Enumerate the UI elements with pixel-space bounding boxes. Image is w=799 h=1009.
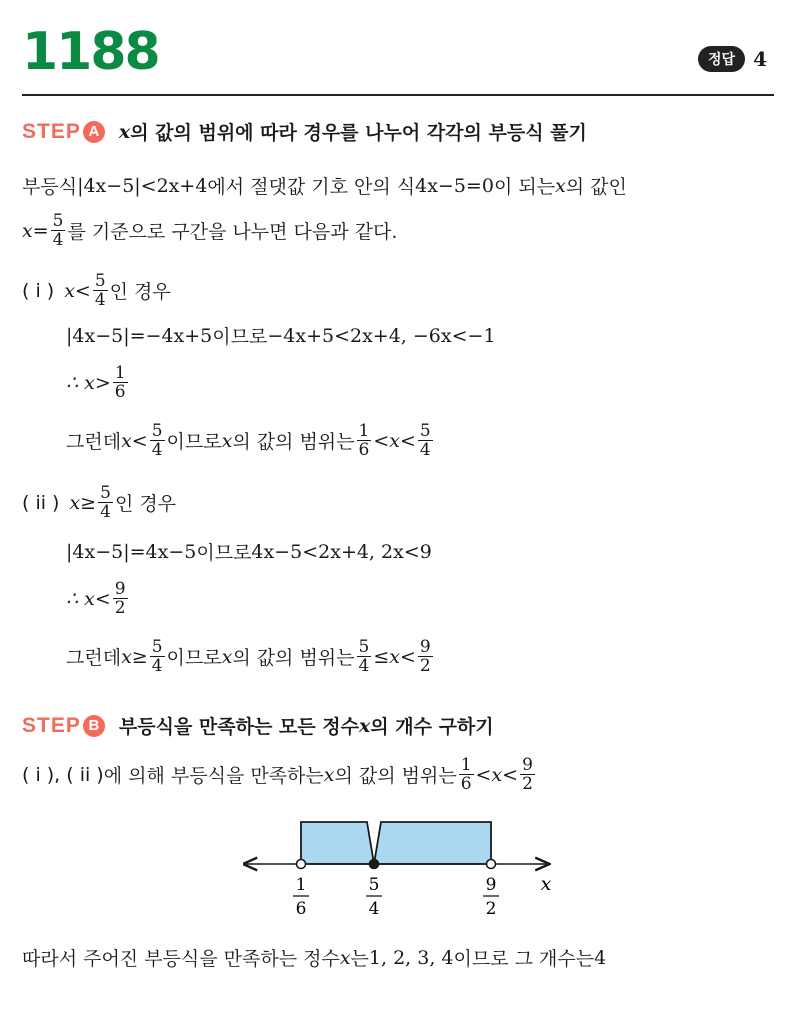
fraction-1-6 xyxy=(113,364,128,401)
numerator: 5 xyxy=(100,483,111,503)
case-2-heading xyxy=(22,484,176,521)
math: x≥ xyxy=(121,645,148,668)
text: 의 값의 범위는 xyxy=(334,765,457,787)
fraction-9-2 xyxy=(418,638,433,675)
numerator: 5 xyxy=(151,421,163,441)
case-1-line-2 xyxy=(66,364,130,401)
text: 의 값인 xyxy=(565,176,627,198)
var-x: x xyxy=(323,763,335,786)
intro-line-2 xyxy=(22,212,397,249)
denominator: 4 xyxy=(419,440,431,460)
step-a-title: 의 값의 범위에 따라 경우를 나누어 각각의 부등식 풀기 xyxy=(130,122,587,144)
fraction-1-6 xyxy=(357,422,372,459)
numerator: 5 xyxy=(358,637,370,657)
math: x< xyxy=(121,429,148,452)
case-2-label: ( ii ) xyxy=(22,491,60,514)
tick-label-denominator: 2 xyxy=(485,899,497,919)
step-b-title: 부등식을 만족하는 모든 정수 xyxy=(118,716,359,738)
fraction-9-2 xyxy=(113,580,128,617)
inequality: |4x−5|<2x+4 xyxy=(77,174,208,197)
text: 인 경우 xyxy=(114,493,177,515)
case-1-heading xyxy=(22,272,171,309)
text: 이므로 그 개수는 xyxy=(453,948,595,970)
step-b-badge: B xyxy=(83,715,105,737)
numerator: 1 xyxy=(114,363,126,383)
text: 를 기준으로 구간을 나누면 다음과 같다. xyxy=(67,221,398,243)
equation: 4x−5=0 xyxy=(415,174,494,197)
denominator: 2 xyxy=(419,656,431,676)
numerator: 5 xyxy=(52,211,64,231)
numerator: 9 xyxy=(114,579,126,599)
fraction-1-6 xyxy=(459,756,474,793)
math: |4x−5|=−4x+5 xyxy=(66,324,213,347)
math: |4x−5|=4x−5 xyxy=(66,540,197,563)
step-b-heading xyxy=(22,712,494,739)
denominator: 4 xyxy=(151,440,163,460)
text: 그런데 xyxy=(66,431,122,453)
text: 에서 절댓값 기호 안의 식 xyxy=(207,176,416,198)
tick-label-numerator: 5 xyxy=(368,875,380,895)
fraction-5-4 xyxy=(51,212,66,249)
numerator: 1 xyxy=(358,421,370,441)
case-1-line-1 xyxy=(66,322,496,349)
text: 에 의해 부등식을 만족하는 xyxy=(103,765,324,787)
fraction-5-4 xyxy=(357,638,372,675)
text: 는 xyxy=(350,948,369,970)
case-2-line-3 xyxy=(66,638,435,675)
denominator: 4 xyxy=(100,502,111,522)
open-point-9-2 xyxy=(487,860,496,869)
text: ( i ), ( ii ) xyxy=(22,763,104,786)
numerator: 5 xyxy=(151,637,163,657)
math: <x< xyxy=(475,763,519,786)
step-a-heading xyxy=(22,118,587,145)
problem-number: 1188 xyxy=(22,22,159,82)
fraction-9-2 xyxy=(520,756,535,793)
case-1-line-3 xyxy=(66,422,435,459)
var-x: x xyxy=(118,120,131,143)
intro-line-1 xyxy=(22,172,627,199)
text: 이므로 xyxy=(166,431,222,453)
math: 4x−5<2x+4, 2x<9 xyxy=(251,540,432,563)
math: <x< xyxy=(373,429,416,452)
text: 이므로 xyxy=(212,326,268,348)
number-line-diagram xyxy=(240,812,570,932)
region-case-1 xyxy=(301,822,374,864)
denominator: 6 xyxy=(460,774,472,794)
text: 이므로 xyxy=(196,542,252,564)
case-2-line-1 xyxy=(66,538,432,565)
denominator: 6 xyxy=(114,382,126,402)
math: x< xyxy=(64,279,91,302)
fraction-5-4 xyxy=(418,422,433,459)
axis-variable-label: x xyxy=(540,873,552,895)
answer-value: 4 xyxy=(753,47,767,71)
fraction-5-4 xyxy=(93,272,108,309)
var-x: x xyxy=(221,645,233,668)
answer-area xyxy=(698,46,767,72)
step-label: STEP xyxy=(22,713,81,737)
text: 부등식 xyxy=(22,176,78,198)
closed-point-5-4 xyxy=(370,860,379,869)
conclusion-line xyxy=(22,944,606,971)
var-x: x xyxy=(358,714,371,737)
case-1-label: ( i ) xyxy=(22,279,55,302)
final-answer: 4 xyxy=(594,946,607,969)
text: 그런데 xyxy=(66,647,122,669)
step-label: STEP xyxy=(22,119,81,143)
var-x: x xyxy=(221,429,233,452)
denominator: 6 xyxy=(358,440,370,460)
math: x= xyxy=(22,219,49,242)
math: −4x+5<2x+4, −6x<−1 xyxy=(267,324,496,347)
open-point-1-6 xyxy=(297,860,306,869)
math: ∴ x< xyxy=(66,587,111,610)
denominator: 4 xyxy=(94,290,106,310)
numerator: 1 xyxy=(460,755,472,775)
text: 의 값의 범위는 xyxy=(232,647,355,669)
tick-label-numerator: 1 xyxy=(295,875,307,895)
fraction-5-4 xyxy=(150,422,165,459)
answer-badge: 정답 xyxy=(698,46,745,72)
text: 따라서 주어진 부등식을 만족하는 정수 xyxy=(22,948,340,970)
tick-label-denominator: 6 xyxy=(295,899,307,919)
math: ≤x< xyxy=(373,645,416,668)
numerator: 5 xyxy=(94,271,106,291)
text: 이 되는 xyxy=(493,176,556,198)
denominator: 4 xyxy=(151,656,163,676)
text: 이므로 xyxy=(166,647,222,669)
case-2-line-2 xyxy=(66,580,130,617)
integer-list: 1, 2, 3, 4 xyxy=(368,946,454,969)
fraction-5-4 xyxy=(150,638,165,675)
numerator: 9 xyxy=(419,637,431,657)
math: ∴ x> xyxy=(66,371,111,394)
combined-range-line xyxy=(22,756,537,793)
step-b-title-end: 의 개수 구하기 xyxy=(370,716,494,738)
tick-label-numerator: 9 xyxy=(485,875,497,895)
denominator: 2 xyxy=(522,774,533,794)
text: 의 값의 범위는 xyxy=(232,431,355,453)
tick-label-denominator: 4 xyxy=(368,899,380,919)
denominator: 2 xyxy=(114,598,126,618)
fraction-5-4 xyxy=(98,484,113,521)
step-a-badge: A xyxy=(83,121,105,143)
header-divider xyxy=(22,94,774,96)
denominator: 4 xyxy=(358,656,370,676)
region-case-2 xyxy=(374,822,491,864)
math: x≥ xyxy=(69,491,97,514)
denominator: 4 xyxy=(52,230,64,250)
numerator: 5 xyxy=(419,421,431,441)
text: 인 경우 xyxy=(109,281,171,303)
var-x: x xyxy=(339,946,351,969)
var-x: x xyxy=(555,174,566,197)
numerator: 9 xyxy=(522,755,533,775)
